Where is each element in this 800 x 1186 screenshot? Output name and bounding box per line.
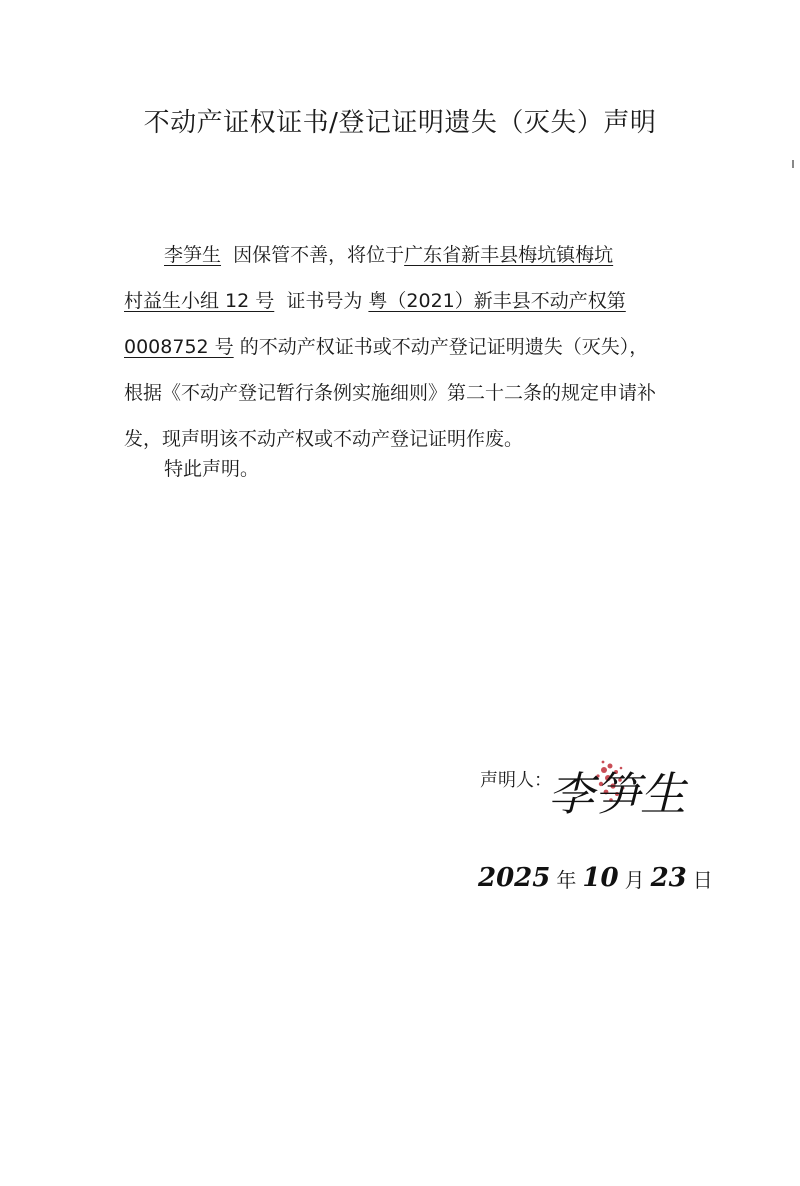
date-year: 2025 — [478, 863, 551, 893]
signature-text: 李笋生 — [548, 767, 686, 821]
property-address: 广东省新丰县梅坑镇梅坑 — [404, 244, 614, 266]
paragraph-line-5: 发，现声明该不动产权或不动产登记证明作废。 — [124, 428, 524, 450]
paragraph-line-2 — [124, 278, 690, 324]
paragraph-line-1 — [124, 232, 690, 278]
certificate-number-continued: 0008752 号 — [124, 336, 234, 358]
paragraph-text: 证书号为 — [286, 290, 363, 312]
owner-name: 李笋生 — [164, 244, 222, 266]
scan-edge-mark — [792, 160, 794, 168]
date-year-unit: 年 — [556, 867, 577, 892]
paragraph-line-3 — [124, 324, 690, 370]
handwritten-signature — [546, 740, 716, 830]
declarant-label — [480, 766, 552, 792]
signing-date — [478, 858, 719, 898]
declarant-label-text: 声明人： — [480, 770, 552, 791]
paragraph-text: 因保管不善，将位于 — [233, 244, 405, 266]
property-address-continued: 村益生小组 12 号 — [124, 290, 275, 312]
paragraph-text: 的不动产权证书或不动产登记证明遗失（灭失）， — [239, 336, 649, 358]
date-month-unit: 月 — [624, 867, 645, 892]
declaration-paragraph — [124, 232, 690, 462]
certificate-number: 粤（2021）新丰县不动产权第 — [368, 290, 626, 312]
date-month: 10 — [582, 863, 619, 893]
paragraph-line-4: 根据《不动产登记暂行条例实施细则》第二十二条的规定申请补 — [124, 382, 657, 404]
date-day-unit: 日 — [692, 867, 713, 892]
document-title: 不动产证权证书/登记证明遗失（灭失）声明 — [143, 108, 657, 138]
closing-statement: 特此声明。 — [164, 458, 260, 480]
date-day: 23 — [650, 863, 687, 893]
